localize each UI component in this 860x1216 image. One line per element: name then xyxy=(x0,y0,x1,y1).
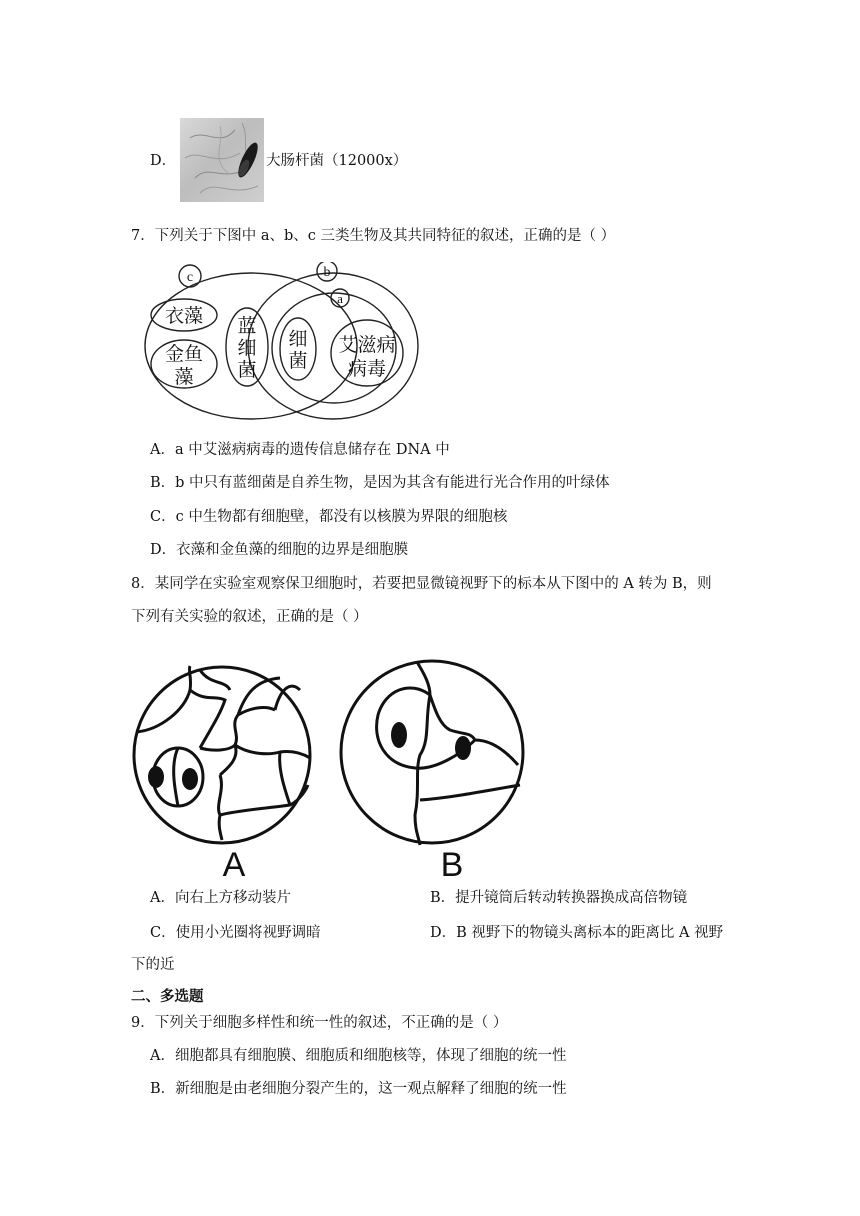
field-a-label: A xyxy=(222,846,246,884)
ecoli-micrograph xyxy=(180,118,264,202)
venn-text-jinyu: 金鱼 xyxy=(164,343,204,365)
venn-text-jun: 菌 xyxy=(288,350,308,372)
venn-text-xi: 细 xyxy=(288,328,308,350)
q7-stem: 7．下列关于下图中 a、b、c 三类生物及其共同特征的叙述，正确的是（ ） xyxy=(131,228,616,244)
venn-text-zao: 藻 xyxy=(174,366,194,388)
venn-text-lan-jun: 菌 xyxy=(237,359,257,381)
q8-option-c: C．使用小光圈将视野调暗 xyxy=(150,925,321,941)
q8-option-a: A．向右上方移动装片 xyxy=(150,890,291,906)
venn-text-virus: 病毒 xyxy=(347,358,387,380)
venn-label-c: c xyxy=(186,270,194,285)
q6-option-d-caption: 大肠杆菌（12000x） xyxy=(266,153,408,169)
q8-stem-line2: 下列有关实验的叙述，正确的是（ ） xyxy=(131,609,368,625)
venn-label-b: b xyxy=(323,265,331,280)
q7-option-b: B．b 中只有蓝细菌是自养生物，是因为其含有能进行光合作用的叶绿体 xyxy=(150,475,610,491)
venn-text-lan: 蓝 xyxy=(237,315,257,337)
q7-venn-diagram xyxy=(136,262,426,422)
q9-option-b: B．新细胞是由老细胞分裂产生的，这一观点解释了细胞的统一性 xyxy=(150,1081,567,1097)
q8-option-b: B．提升镜筒后转动转换器换成高倍物镜 xyxy=(430,890,688,906)
q8-option-d-line1: D．B 视野下的物镜头离标本的距离比 A 视野 xyxy=(430,925,724,941)
venn-label-a: a xyxy=(337,291,343,306)
q7-option-c: C．c 中生物都有细胞壁，都没有以核膜为界限的细胞核 xyxy=(150,509,508,525)
q7-option-a: A．a 中艾滋病病毒的遗传信息储存在 DNA 中 xyxy=(150,442,450,458)
field-b-label: B xyxy=(440,846,464,884)
q8-microscope-fields xyxy=(130,640,540,885)
q9-stem: 9．下列关于细胞多样性和统一性的叙述，不正确的是（ ） xyxy=(131,1015,508,1031)
section-title: 二、多选题 xyxy=(131,989,204,1005)
q8-stem-line1: 8．某同学在实验室观察保卫细胞时，若要把显微镜视野下的标本从下图中的 A 转为 B，则 xyxy=(131,576,712,592)
q7-option-d: D．衣藻和金鱼藻的细胞的边界是细胞膜 xyxy=(150,542,409,558)
q8-option-d-line2: 下的近 xyxy=(131,957,175,973)
q6-option-d-label: D． xyxy=(150,153,177,169)
q9-option-a: A．细胞都具有细胞膜、细胞质和细胞核等，体现了细胞的统一性 xyxy=(150,1048,567,1064)
venn-text-aids: 艾滋病 xyxy=(338,334,396,356)
field-b-circle xyxy=(341,661,523,843)
venn-text-yizao: 衣藻 xyxy=(164,305,204,327)
venn-text-lan-xi: 细 xyxy=(237,337,257,359)
